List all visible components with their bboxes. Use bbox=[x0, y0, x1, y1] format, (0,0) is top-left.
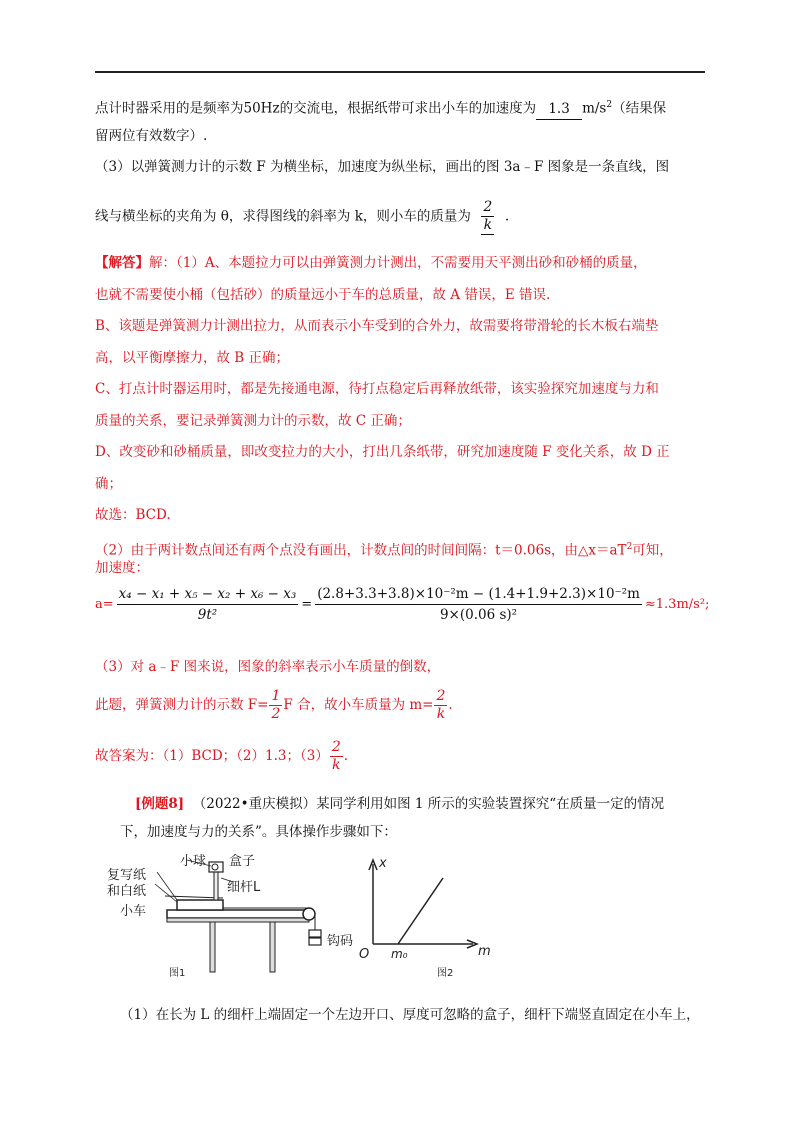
q-line-2: 留两位有效数字）. bbox=[95, 128, 208, 144]
experiment-figures bbox=[95, 848, 615, 988]
solution-line-7: D、改变砂和砂桶质量，即改变拉力的大小，打出几条纸带，研究加速度随 F 变化关系，故 D 正 bbox=[95, 444, 670, 460]
answer-blank: 1.3 bbox=[536, 99, 582, 120]
example-line-2: 下，加速度与力的关系”。具体操作步骤如下： bbox=[120, 824, 397, 840]
solution-line-3: B、该题是弹簧测力计测出拉力，从而表示小车受到的合外力，故需要将带滑轮的长木板右端垫 bbox=[95, 318, 659, 334]
figure-2-label: 图2 bbox=[437, 968, 454, 979]
label-ball: 小球 bbox=[180, 854, 207, 869]
label-cart: 小车 bbox=[120, 904, 147, 919]
axis-y-label: x bbox=[379, 856, 387, 871]
example-line-1: [例题8] （2022•重庆模拟）某同学利用如图 1 所示的实验装置探究“在质量一定的情况 bbox=[135, 796, 665, 812]
solution-line-5: C、打点计时器运用时，都是先接通电源，待打点稳定后再释放纸带，该实验探究加速度与力和 bbox=[95, 381, 659, 397]
label-white-paper: 和白纸 bbox=[107, 884, 147, 899]
acceleration-formula: a= $\frac{\text{x₄ − x₁ + x₅ − x₂ + x₆ − x₃}}{\text{9t²}}$ = $\frac{\text{(2.8+3.3+3.8)×10⁻²m − (1.4+1.9+2.3)×10⁻²m}}{\text{9×(0.06 s)²}}$ ≈1.3m/s²; bbox=[95, 586, 710, 623]
solution-line-14: 故答案为：（1）BCD；（2）1.3；（3） $\frac{2}{k}$ . bbox=[95, 739, 349, 773]
label-box: 盒子 bbox=[229, 854, 256, 869]
solution-line-2: 也就不需要使小桶（包括砂）的质量远小于车的总质量，故 A 错误，E 错误. bbox=[95, 287, 551, 303]
solution-line-11: 加速度： bbox=[95, 560, 149, 576]
solution-line-8: 确； bbox=[95, 476, 122, 492]
solution-line-10: （2）由于两计数点间还有两个点没有画出，计数点间的时间间隔：t＝0.06s，由$\triangle x=aT^2$可知， bbox=[95, 542, 673, 559]
m0-label: m₀ bbox=[391, 947, 408, 961]
solution-line-4: 高，以平衡摩擦力，故 B 正确； bbox=[95, 350, 290, 366]
axis-x-label: m bbox=[478, 944, 491, 959]
last-line: （1）在长为 L 的细杆上端固定一个左边开口、厚度可忽略的盒子，细杆下端竖直固定在小车上， bbox=[120, 1007, 700, 1023]
label-carbon-paper: 复写纸 bbox=[107, 868, 147, 883]
solution-line-6: 质量的关系，要记录弹簧测力计的示数，故 C 正确； bbox=[95, 413, 411, 429]
q-line-4: 线与横坐标的夹角为 θ，求得图线的斜率为 k，则小车的质量为 $\frac{2}{k}$ . bbox=[95, 199, 510, 233]
header-rule bbox=[95, 71, 705, 73]
label-weight: 钩码 bbox=[327, 934, 354, 949]
origin-label: O bbox=[359, 947, 370, 962]
q-line-1: 点计时器采用的是频率为50Hz的交流电，根据纸带可求出小车的加速度为 1.3 $m/s^2$（结果保 bbox=[95, 95, 666, 120]
label-rod: 细杆L bbox=[227, 880, 261, 895]
solution-line-13: 此题，弹簧测力计的示数 F= $\frac{1}{2}$ F 合，故小车质量为 m= $\frac{2}{k}$ . bbox=[95, 688, 453, 722]
figure-1-label: 图1 bbox=[169, 968, 186, 979]
solution-line-12: （3）对 a﹣F 图来说，图象的斜率表示小车质量的倒数， bbox=[95, 659, 441, 675]
solution-line-1: 【解答】解：（1）A、本题拉力可以由弹簧测力计测出，不需要用天平测出砂和砂桶的质量， bbox=[95, 255, 647, 271]
solution-line-9: 故选：BCD. bbox=[95, 507, 171, 523]
q-line-3: （3）以弹簧测力计的示数 F 为横坐标，加速度为纵坐标，画出的图 3a﹣F 图象是一条直线，图 bbox=[95, 159, 670, 175]
